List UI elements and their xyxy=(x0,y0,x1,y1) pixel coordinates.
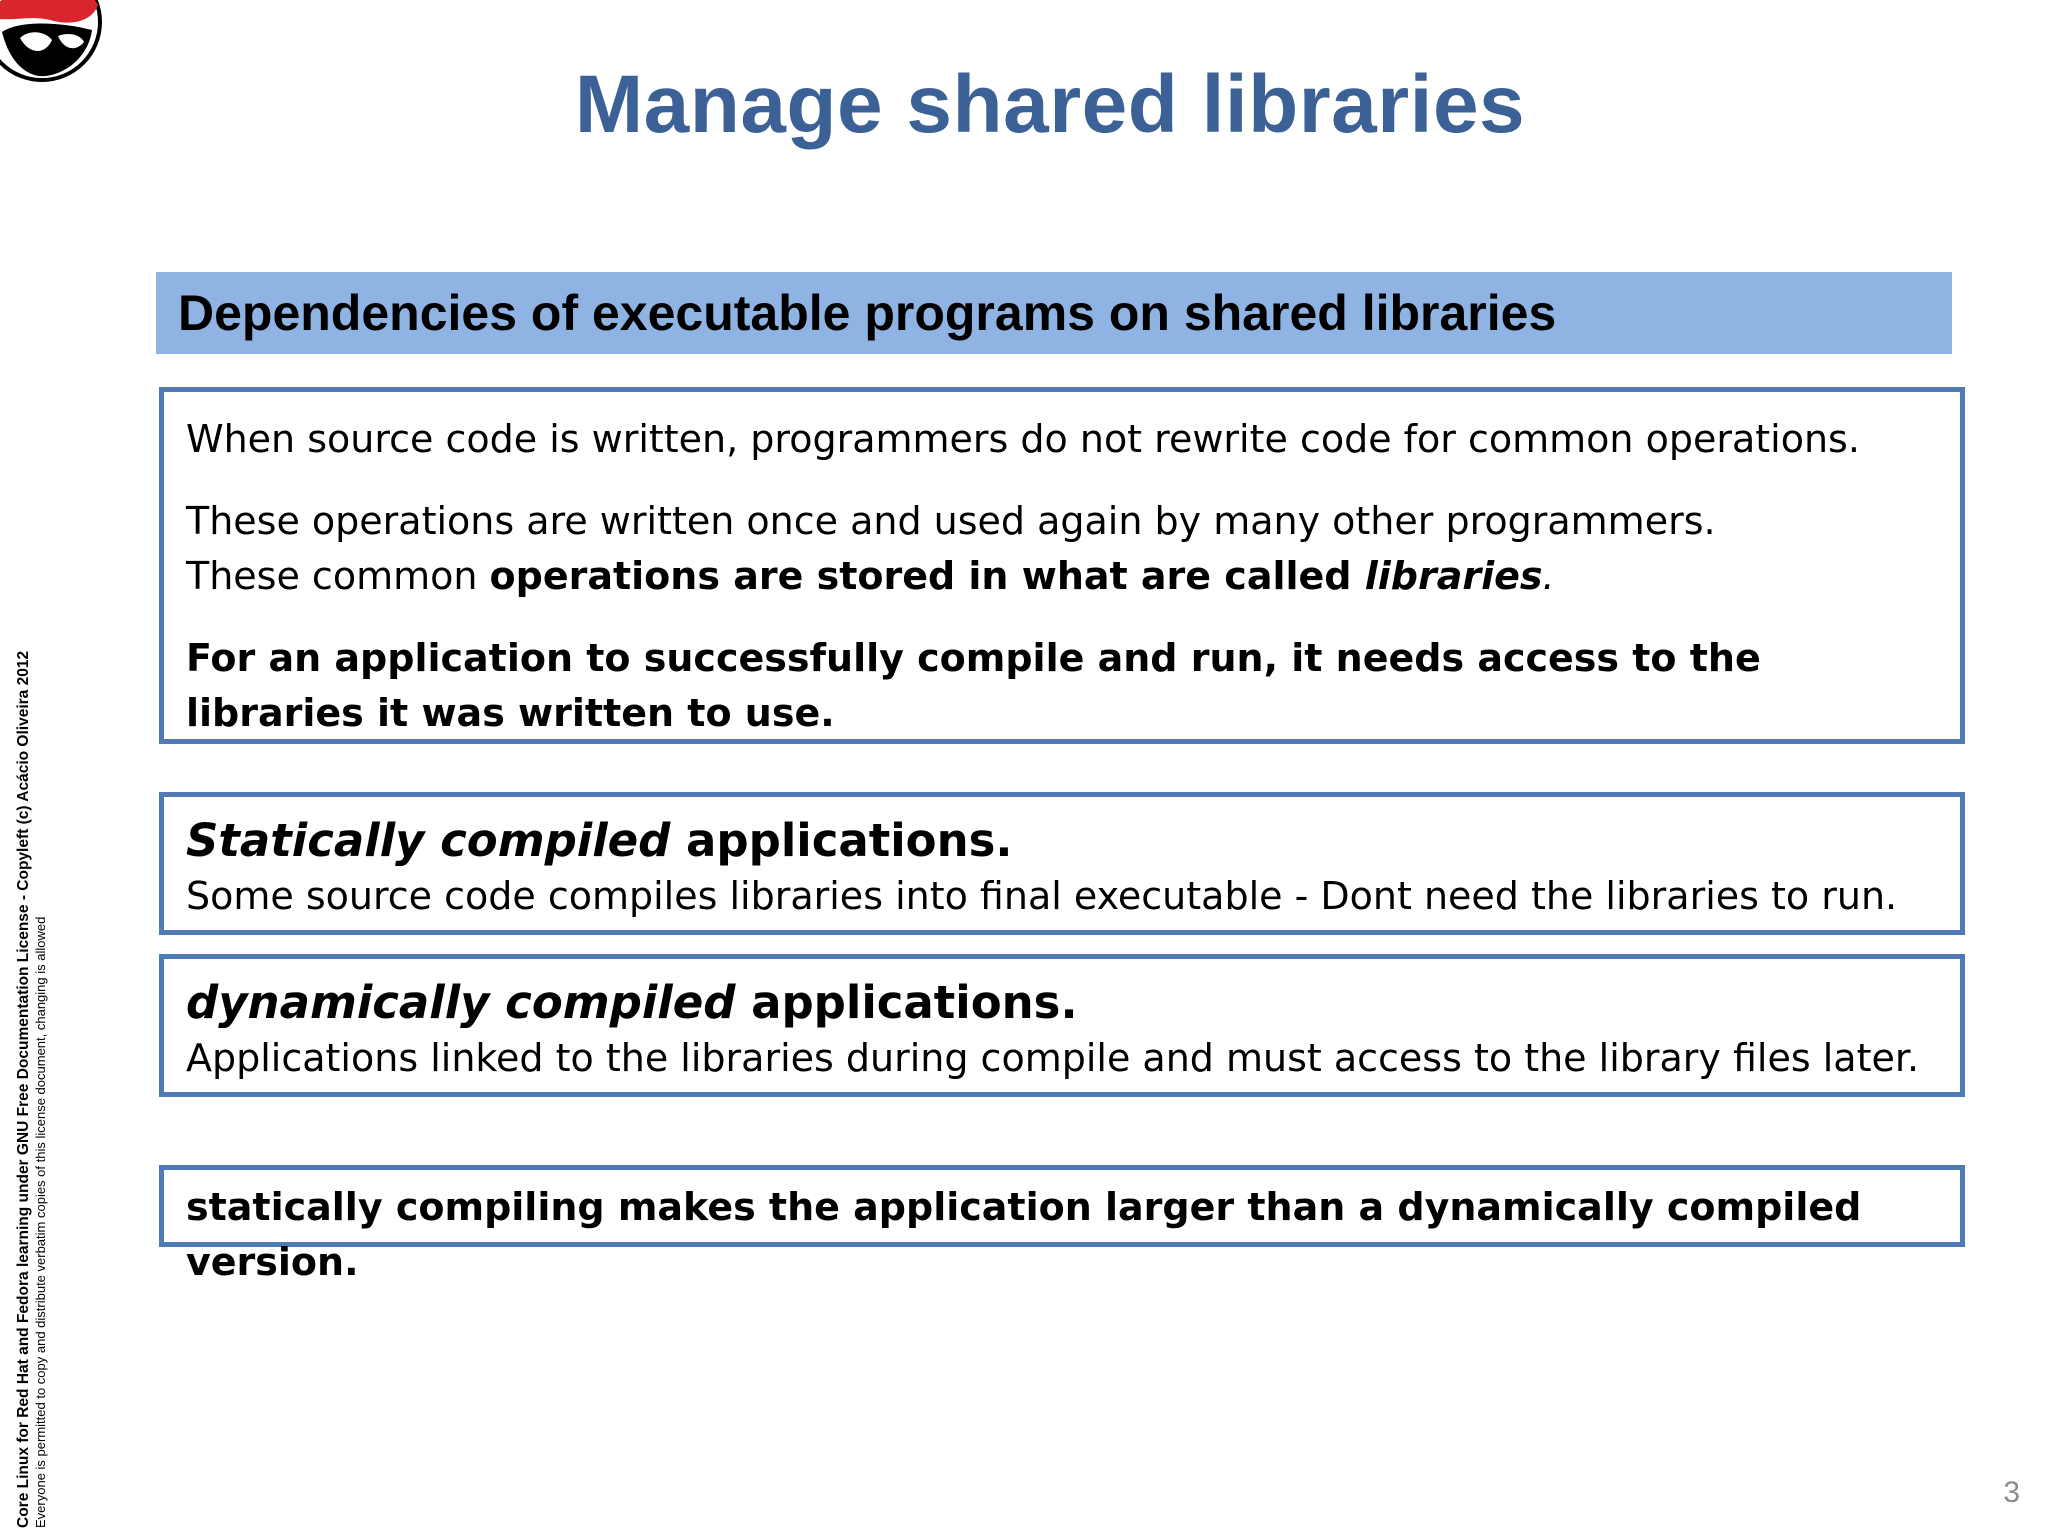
static-apps-heading xyxy=(186,813,1938,869)
intro-paragraph-2-line-1: These operations are written once and used again by many other programmers. xyxy=(186,499,1716,543)
license-side-note xyxy=(14,651,49,1528)
intro-plain-text: These common xyxy=(186,554,490,598)
intro-end-punctuation: . xyxy=(1542,554,1555,598)
static-apps-box xyxy=(159,792,1965,935)
intro-box xyxy=(159,387,1965,744)
license-line-1: Core Linux for Red Hat and Fedora learning under GNU Free Documentation License - Copyleft (c) Acácio Oliveira 2012 xyxy=(15,650,32,1528)
intro-paragraph-3 xyxy=(186,631,1938,741)
static-apps-heading-italic: Statically compiled xyxy=(186,814,671,867)
page-number: 3 xyxy=(2003,1476,2020,1509)
summary-text xyxy=(186,1180,1938,1290)
license-line-2: Everyone is permitted to copy and distribute verbatim copies of this license document, changing is allowed xyxy=(33,916,48,1528)
intro-paragraph-1: When source code is written, programmers do not rewrite code for common operations. xyxy=(186,417,1860,461)
summary-text-bold: statically compiling makes the application larger than a dynamically compiled version. xyxy=(186,1185,1862,1284)
static-apps-text: Some source code compiles libraries into final executable - Dont need the libraries to run. xyxy=(186,874,1898,918)
intro-bold-italic-text: libraries xyxy=(1364,554,1543,598)
intro-paragraph-2-line-2 xyxy=(186,549,1938,604)
dynamic-apps-heading-italic: dynamically compiled xyxy=(186,976,736,1029)
slide-title: Manage shared libraries xyxy=(574,59,1526,150)
static-apps-heading-rest: applications. xyxy=(670,814,1013,867)
intro-bold-text: operations are stored in what are called xyxy=(489,554,1365,598)
summary-box xyxy=(159,1165,1965,1284)
dynamic-apps-box xyxy=(159,954,1965,1097)
dynamic-apps-text: Applications linked to the libraries during compile and must access to the library files later. xyxy=(186,1036,1920,1080)
dynamic-apps-heading xyxy=(186,975,1938,1031)
section-header-text: Dependencies of executable programs on shared libraries xyxy=(178,285,1557,341)
intro-paragraph-3-bold: For an application to successfully compile and run, it needs access to the libraries it was written to use. xyxy=(186,636,1761,735)
section-header-bar xyxy=(156,272,1952,354)
dynamic-apps-heading-rest: applications. xyxy=(735,976,1078,1029)
